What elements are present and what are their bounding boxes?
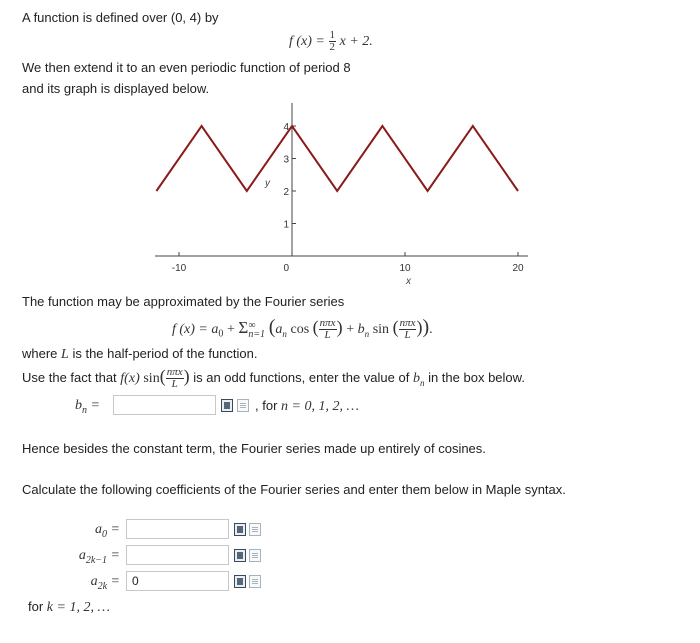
- series-lhs: f (x) = a: [172, 322, 219, 337]
- use-fact-line: Use the fact that f(x) sin( $\frac{\text{nπx}}{L}$ ) is an odd functions, enter the value of $b_n$ in the box below.: [22, 366, 525, 391]
- fourier-series-formula: f $(x) = a_0 + \Sigma$ ∞ n=1 ($a_n$ cos ( $\frac{\text{nπx}}{L}$ ) + $b_n$ sin ( $\frac{\text{nπx}}{L}$ )).: [172, 316, 433, 342]
- calculate-text: Calculate the following coefficients of the Fourier series and enter them below in Maple syntax.: [22, 482, 566, 497]
- a0-label: $a_0$ =: [95, 522, 120, 540]
- where-rest: is the half-period of the function.: [72, 346, 258, 361]
- for-k-text: for k = 1, 2, …: [28, 599, 110, 615]
- a2k-help-icon[interactable]: [249, 575, 261, 588]
- bn-label: $b_n$ =: [75, 398, 100, 416]
- y-axis-label: y: [265, 178, 270, 189]
- intro-line-2: We then extend it to an even periodic function of period 8: [22, 60, 351, 75]
- y-tick-label: 4: [283, 122, 289, 133]
- x-tick-label: 10: [399, 263, 411, 274]
- sum-lower: n=1: [248, 328, 266, 340]
- bn-help-icon[interactable]: [237, 399, 249, 412]
- fraction-denominator: 2: [329, 41, 335, 53]
- hence-text: Hence besides the constant term, the Fourier series made up entirely of cosines.: [22, 441, 486, 456]
- x-tick-label: 0: [283, 263, 289, 274]
- a2k-minus-1-input[interactable]: [126, 545, 229, 565]
- x-tick-label: -10: [171, 263, 187, 274]
- bn-for-text: , for n = 0, 1, 2, …: [255, 398, 359, 414]
- fraction-numerator: 1: [329, 29, 335, 41]
- y-tick-label: 3: [283, 154, 289, 166]
- sum-symbol: Σ: [238, 318, 249, 337]
- use-fact-post: is an odd functions, enter the value of: [193, 370, 410, 385]
- a2k-preview-icon[interactable]: [234, 575, 246, 588]
- a0-help-icon[interactable]: [249, 523, 261, 536]
- a2k-label: $a_{2k}$ =: [90, 574, 120, 592]
- sum-upper: ∞: [248, 319, 256, 331]
- a0-preview-icon[interactable]: [234, 523, 246, 536]
- a0-input[interactable]: [126, 519, 229, 539]
- a2k-minus-1-label: $a_{2k-1}$ =: [78, 548, 120, 566]
- definition-rhs: x + 2.: [339, 33, 373, 49]
- y-tick-label: 2: [283, 187, 289, 198]
- where-L: L: [61, 347, 69, 362]
- use-fact-tail: in the box below.: [428, 370, 525, 385]
- where-word: where: [22, 346, 58, 361]
- periodic-function-plot: [0, 0, 700, 300]
- y-tick-label: 1: [283, 219, 289, 231]
- series-line: [156, 126, 518, 191]
- a0-subscript: 0: [218, 328, 224, 340]
- fourier-intro: The function may be approximated by the Fourier series: [22, 294, 345, 309]
- intro-line-1: A function is defined over (0, 4) by: [22, 10, 219, 25]
- where-line: [22, 346, 257, 363]
- bn-preview-icon[interactable]: [221, 399, 233, 412]
- a2k-minus-1-preview-icon[interactable]: [234, 549, 246, 562]
- x-axis-label: x: [406, 276, 411, 287]
- definition-lhs: f (x) =: [289, 33, 325, 49]
- x-tick-label: 20: [512, 263, 524, 274]
- a2k-minus-1-help-icon[interactable]: [249, 549, 261, 562]
- use-fact-pre: Use the fact that: [22, 370, 117, 385]
- a2k-input[interactable]: [126, 571, 229, 591]
- intro-line-3: and its graph is displayed below.: [22, 81, 210, 96]
- bn-input[interactable]: [113, 395, 216, 415]
